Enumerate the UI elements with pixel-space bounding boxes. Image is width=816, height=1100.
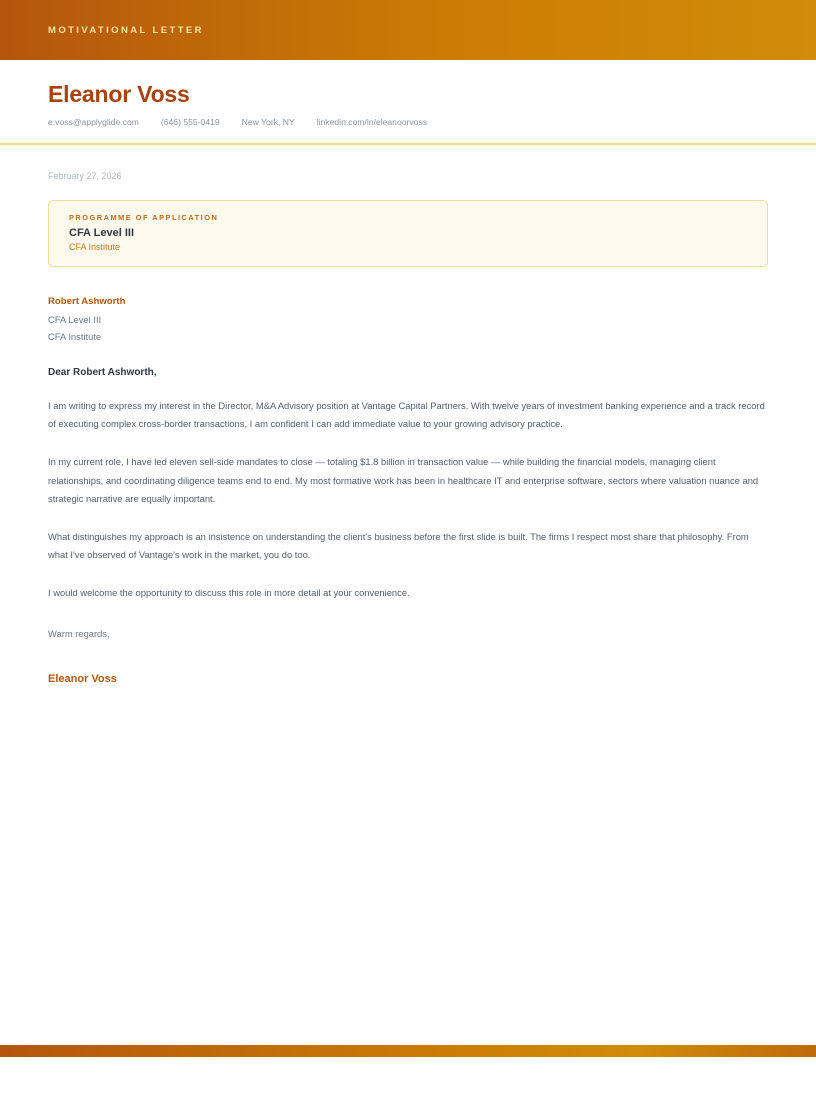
letter-date: February 27, 2026 (48, 171, 122, 182)
salutation: Dear Robert Ashworth, (48, 366, 157, 378)
programme-title: CFA Level III (69, 227, 135, 240)
recipient-programme: CFA Level III (48, 314, 102, 326)
letter-body (0, 145, 816, 684)
signature-name: Eleanor Voss (48, 672, 117, 685)
contact-location: New York, NY (241, 117, 295, 128)
page-title: Eleanor Voss (48, 81, 190, 107)
closing-salutation: Warm regards, (48, 627, 110, 639)
programme-kicker-label: PROGRAMME OF APPLICATION (69, 213, 219, 223)
letter-paragraph-1: I am writing to express my interest in the Director, M&A Advisory position at Vantage Capital Partners. With twelve years of investment banking experience and a track record of executing complex cross-border transactions, I am confident I can add immediate value to your growing advisory practice. (48, 399, 765, 430)
programme-of-application-card (48, 200, 768, 267)
letter-paragraph-3: What distinguishes my approach is an insistence on understanding the client's business before the first slide is built. The firms I respect most share that philosophy. From what I've observed of Vantage's work in the market, you do too. (48, 530, 749, 561)
document-top-band (0, 0, 816, 60)
contact-email[interactable]: e.voss@applyglide.com (48, 117, 139, 128)
contact-phone[interactable]: (646) 555-0419 (160, 117, 220, 128)
document-bottom-band (0, 1045, 816, 1057)
letter-paragraph-4: I would welcome the opportunity to discuss this role in more detail at your convenience. (48, 587, 410, 599)
document-type-label: MOTIVATIONAL LETTER (48, 24, 204, 36)
letter-paragraph-2: In my current role, I have led eleven sell-side mandates to close — totaling $1.8 billion in transaction value — while building the financial models, managing client relationships, and coordinating diligence teams end to end. My most formative work has been in healthcare IT and enterprise software, sectors where valuation nuance and strategic narrative are equally important. (48, 456, 759, 505)
recipient-organisation: CFA Institute (48, 331, 102, 343)
identity-header (0, 60, 816, 145)
recipient-block (48, 293, 768, 346)
contact-row (48, 117, 768, 127)
contact-linkedin[interactable]: linkedin.com/in/eleanoorvoss (316, 117, 428, 128)
recipient-name: Robert Ashworth (48, 296, 126, 308)
programme-organisation: CFA Institute (69, 242, 121, 253)
